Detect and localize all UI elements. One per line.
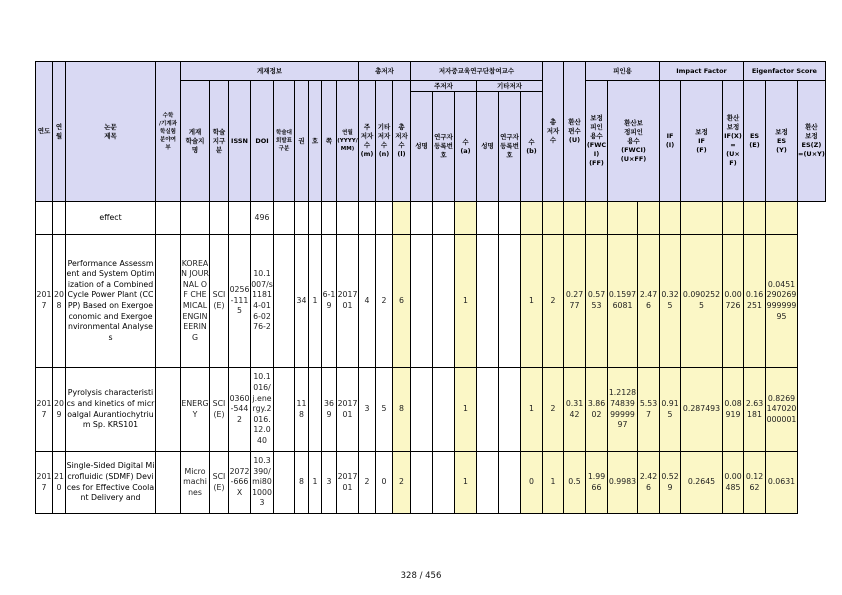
header-total-count: 총 저자 수 [543,62,564,202]
header-total-authors: 총저자 [359,62,411,81]
header-issue: 호 [309,81,322,202]
header-journal-name: 게재 학술지 명 [181,81,210,202]
paper-title: Single-Sided Digital Microfluidic (SDMF) Devices for Effective Coolant Delivery and [66,452,156,514]
header-converted-if: 환산 보정 IF(X) = (U×F) [723,81,744,202]
page-number: 328 / 456 [400,571,442,581]
header-reg-no-1: 연구자 등록번 호 [433,92,455,202]
header-publish-form: 학술대 회발표 구분 [274,81,295,202]
header-issn: ISSN [229,81,251,202]
header-main-author-sub: 주저자 [411,81,477,92]
header-if: IF (I) [660,81,681,202]
header-publication-info: 게재정보 [181,62,359,81]
paper-title: Performance Assessment and System Optimization of a Combined Cycle Power Plant (CCPP) Based on Exergoeconomic and Exergoenvironmental Analyses [66,235,156,368]
header-citation: 피인용 [586,62,660,81]
doi-cell: 10.3390/mi8010003 [251,452,274,514]
header-impact-factor: Impact Factor [660,62,744,81]
header-converted-es: 환산 보정 ES(Z) =(U×Y) [798,81,826,202]
header-pub-date: 연월 (YYYY/ MM) [337,81,359,202]
header-reg-no-2: 연구자 등록번 호 [499,92,521,202]
header-participating-faculty: 저자중교육연구단참여교수 [411,62,543,81]
header-paper-title: 논문 제목 [66,62,156,202]
header-eigenfactor: Eigenfactor Score [744,62,826,81]
header-year: 연도 [36,62,53,202]
header-other-author-count: 기타 저자 수 (n) [376,81,393,202]
header-fwci: 보정 피인 용수 (FWC I) (FF) [586,81,608,202]
header-other-author-sub: 기타저자 [477,81,543,92]
header-journal-type: 학술 지구 분 [210,81,229,202]
research-table [35,61,826,514]
header-main-author-count: 주 저자 수 (m) [359,81,376,202]
doi-cell: 10.1016/j.energy.2016.12.040 [251,368,274,452]
header-count-b: 수 (b) [521,92,543,202]
doi-cell: 496 [251,202,274,235]
table-row: 2017 209 Pyrolysis characteristics and kinetics of microalgal Aurantiochytrium Sp. KRS101 ENERGY SCI(E) 0360-5442 10.1016/j.energy.2016.12.040 118 369 2017 01 3 5 8 1 1 2 0.3142 3.8602 1.2128748399999997 5.537 0.915 0.287493 0.08919 2.63181 0.8269147020000001 [36,368,826,452]
header-name-2: 성명 [477,92,499,202]
header-count-a: 수 (a) [455,92,477,202]
header-converted-fwci: 환산보 정피인 용수 (FWCI) (U×FF) [608,81,660,202]
table-row [36,202,826,235]
table-row: 2017 208 Performance Assessment and System Optimization of a Combined Cycle Power Plant (CCPP) Based on Exergoeconomic and Exergoenvironmental Analyses KOREAN JOURNAL OF CHEMICAL ENGINEERING SCI(E) 0256-1115 10.1007/s11814-016-0276-2 34 1 6-19 2017 01 4 2 6 1 1 2 0.2777 0.5753 0.15976081 2.476 0.325 0.0902525 0.00726 0.16251 0.045129026999999995 [36,235,826,368]
header-adjusted-if: 보정 IF (F) [681,81,723,202]
header-month: 연월 [53,62,66,202]
header-adjusted-es: 보정 ES (Y) [766,81,798,202]
header-pages: 쪽 [322,81,337,202]
header-volume: 권 [295,81,309,202]
header-converted-count: 환산 편수 (U) [564,62,586,202]
doi-cell: 10.1007/s11814-016-0276-2 [251,235,274,368]
table-row: 2017 210 Single-Sided Digital Microfluidic (SDMF) Devices for Effective Coolant Delivery and Micromachines SCI(E) 2072-666X 10.3390/mi8010003 8 1 3 2017 01 2 0 2 1 0 1 0.5 1.9966 0.9983 2.426 0.529 0.2645 0.00485 0.1262 0.0631 [36,452,826,514]
paper-title: effect [66,202,156,235]
header-total-author-count: 총 저자 수 (l) [393,81,411,202]
header-field-flag: 수학 /기계과 학실험 분야여 부 [156,62,181,202]
header-es: ES (E) [744,81,766,202]
header-doi: DOI [251,81,274,202]
paper-title: Pyrolysis characteristics and kinetics of microalgal Aurantiochytrium Sp. KRS101 [66,368,156,452]
header-name-1: 성명 [411,92,433,202]
